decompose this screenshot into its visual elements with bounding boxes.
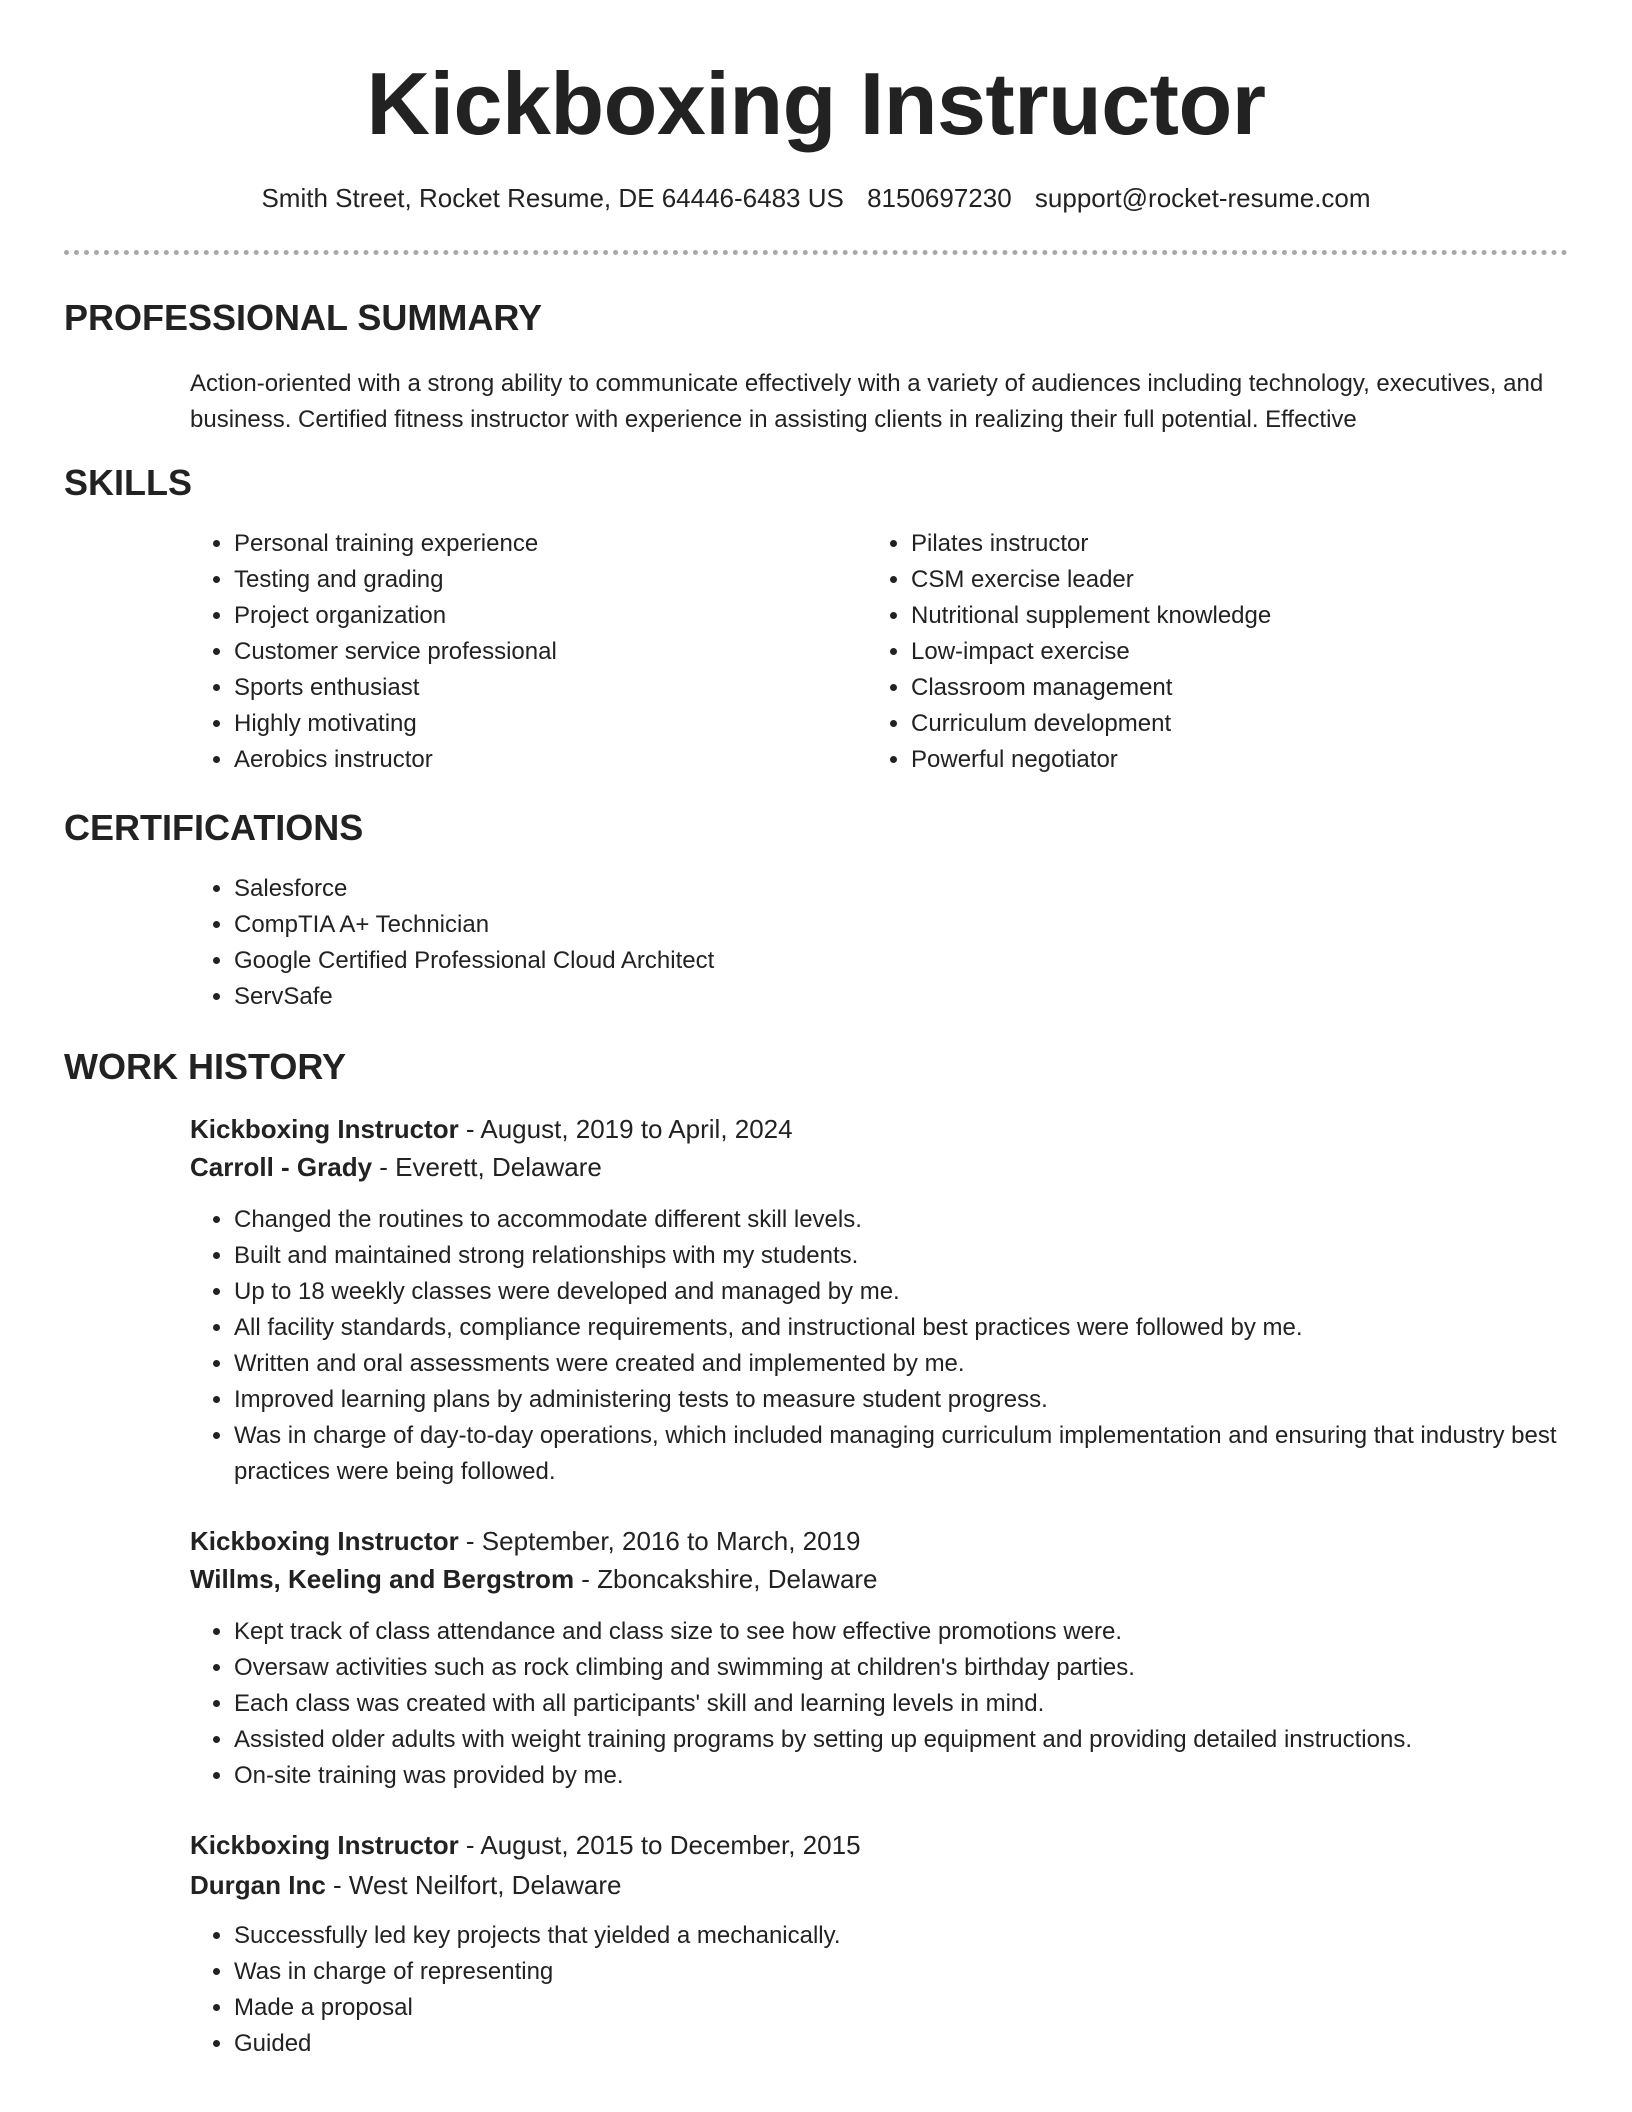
job-company-line (190, 1148, 602, 1186)
skill-item: • Classroom management (911, 670, 1511, 706)
certification-item: • Google Certified Professional Cloud Architect (234, 943, 1434, 979)
certifications-heading: CERTIFICATIONS (64, 807, 364, 848)
skills-list-right (867, 526, 1511, 778)
job-bullet: • Improved learning plans by administering tests to measure student progress. (234, 1382, 1624, 1418)
resume-name: Kickboxing Instructor (366, 54, 1266, 153)
job-bullet: • All facility standards, compliance requirements, and instructional best practices were followed by me. (234, 1310, 1624, 1346)
skill-item: • Curriculum development (911, 706, 1511, 742)
job-bullets (190, 1202, 1624, 1490)
contact-phone: 8150697230 (867, 183, 1012, 213)
skill-item: • Powerful negotiator (911, 742, 1511, 778)
summary-heading: PROFESSIONAL SUMMARY (64, 297, 543, 338)
job-bullet: • Assisted older adults with weight training programs by setting up equipment and providing detailed instructions. (234, 1722, 1624, 1758)
job-title-line (190, 1522, 861, 1560)
job-company: Willms, Keeling and Bergstrom (190, 1564, 575, 1594)
job-role: Kickboxing Instructor (190, 1526, 459, 1556)
certifications-list (190, 871, 1434, 1015)
certification-item: • Salesforce (234, 871, 1434, 907)
contact-line (0, 180, 1632, 216)
summary-text: Action-oriented with a strong ability to communicate effectively with a variety of audiences including technology, executives, and business. Certified fitness instructor with experience in assisting clients in realizing their full potential. Effective (190, 370, 1544, 433)
certification-item: • ServSafe (234, 979, 1434, 1015)
job-company: Durgan Inc (190, 1870, 326, 1900)
job-company-line (190, 1866, 622, 1904)
job-bullet: • Was in charge of representing (234, 1954, 1624, 1990)
job-company: Carroll - Grady (190, 1152, 373, 1182)
job-bullet: • Guided (234, 2026, 1624, 2062)
job-dates: - August, 2019 to April, 2024 (458, 1114, 793, 1144)
skill-item: • Testing and grading (234, 562, 834, 598)
job-location: - West Neilfort, Delaware (325, 1870, 622, 1900)
skill-item: • Personal training experience (234, 526, 834, 562)
skill-item: • Customer service professional (234, 634, 834, 670)
skills-heading: SKILLS (64, 462, 193, 503)
contact-email[interactable]: support@rocket-resume.com (1034, 183, 1371, 213)
job-bullet: • Kept track of class attendance and class size to see how effective promotions were. (234, 1614, 1624, 1650)
job-bullet: • Changed the routines to accommodate different skill levels. (234, 1202, 1624, 1238)
job-bullet: • Written and oral assessments were created and implemented by me. (234, 1346, 1624, 1382)
job-location: - Zboncakshire, Delaware (574, 1564, 878, 1594)
skill-item: • Nutritional supplement knowledge (911, 598, 1511, 634)
job-bullets (190, 1614, 1624, 1794)
header-divider (64, 250, 1568, 255)
job-role: Kickboxing Instructor (190, 1830, 459, 1860)
job-bullet: • Oversaw activities such as rock climbing and swimming at children's birthday parties. (234, 1650, 1624, 1686)
job-bullet: • Up to 18 weekly classes were developed and managed by me. (234, 1274, 1624, 1310)
job-bullet: • On-site training was provided by me. (234, 1758, 1624, 1794)
job-title-line (190, 1110, 793, 1148)
skill-item: • Project organization (234, 598, 834, 634)
job-location: - Everett, Delaware (372, 1152, 602, 1182)
skills-list-left (190, 526, 834, 778)
skill-item: • Aerobics instructor (234, 742, 834, 778)
skill-item: • Highly motivating (234, 706, 834, 742)
job-dates: - August, 2015 to December, 2015 (458, 1830, 861, 1860)
skill-item: • Low-impact exercise (911, 634, 1511, 670)
job-role: Kickboxing Instructor (190, 1114, 459, 1144)
job-bullets (190, 1918, 1624, 2062)
certification-item: • CompTIA A+ Technician (234, 907, 1434, 943)
job-bullet: • Built and maintained strong relationships with my students. (234, 1238, 1624, 1274)
job-company-line (190, 1560, 878, 1598)
skill-item: • Sports enthusiast (234, 670, 834, 706)
job-bullet: • Made a proposal (234, 1990, 1624, 2026)
contact-address: Smith Street, Rocket Resume, DE 64446-6483 US (261, 183, 844, 213)
job-bullet: • Was in charge of day-to-day operations, which included managing curriculum implementation and ensuring that industry best practices were being followed. (234, 1418, 1624, 1490)
skill-item: • Pilates instructor (911, 526, 1511, 562)
job-dates: - September, 2016 to March, 2019 (458, 1526, 861, 1556)
job-bullet: • Successfully led key projects that yielded a mechanically. (234, 1918, 1624, 1954)
skill-item: • CSM exercise leader (911, 562, 1511, 598)
job-title-line (190, 1826, 861, 1864)
job-bullet: • Each class was created with all participants' skill and learning levels in mind. (234, 1686, 1624, 1722)
work-history-heading: WORK HISTORY (64, 1046, 347, 1087)
